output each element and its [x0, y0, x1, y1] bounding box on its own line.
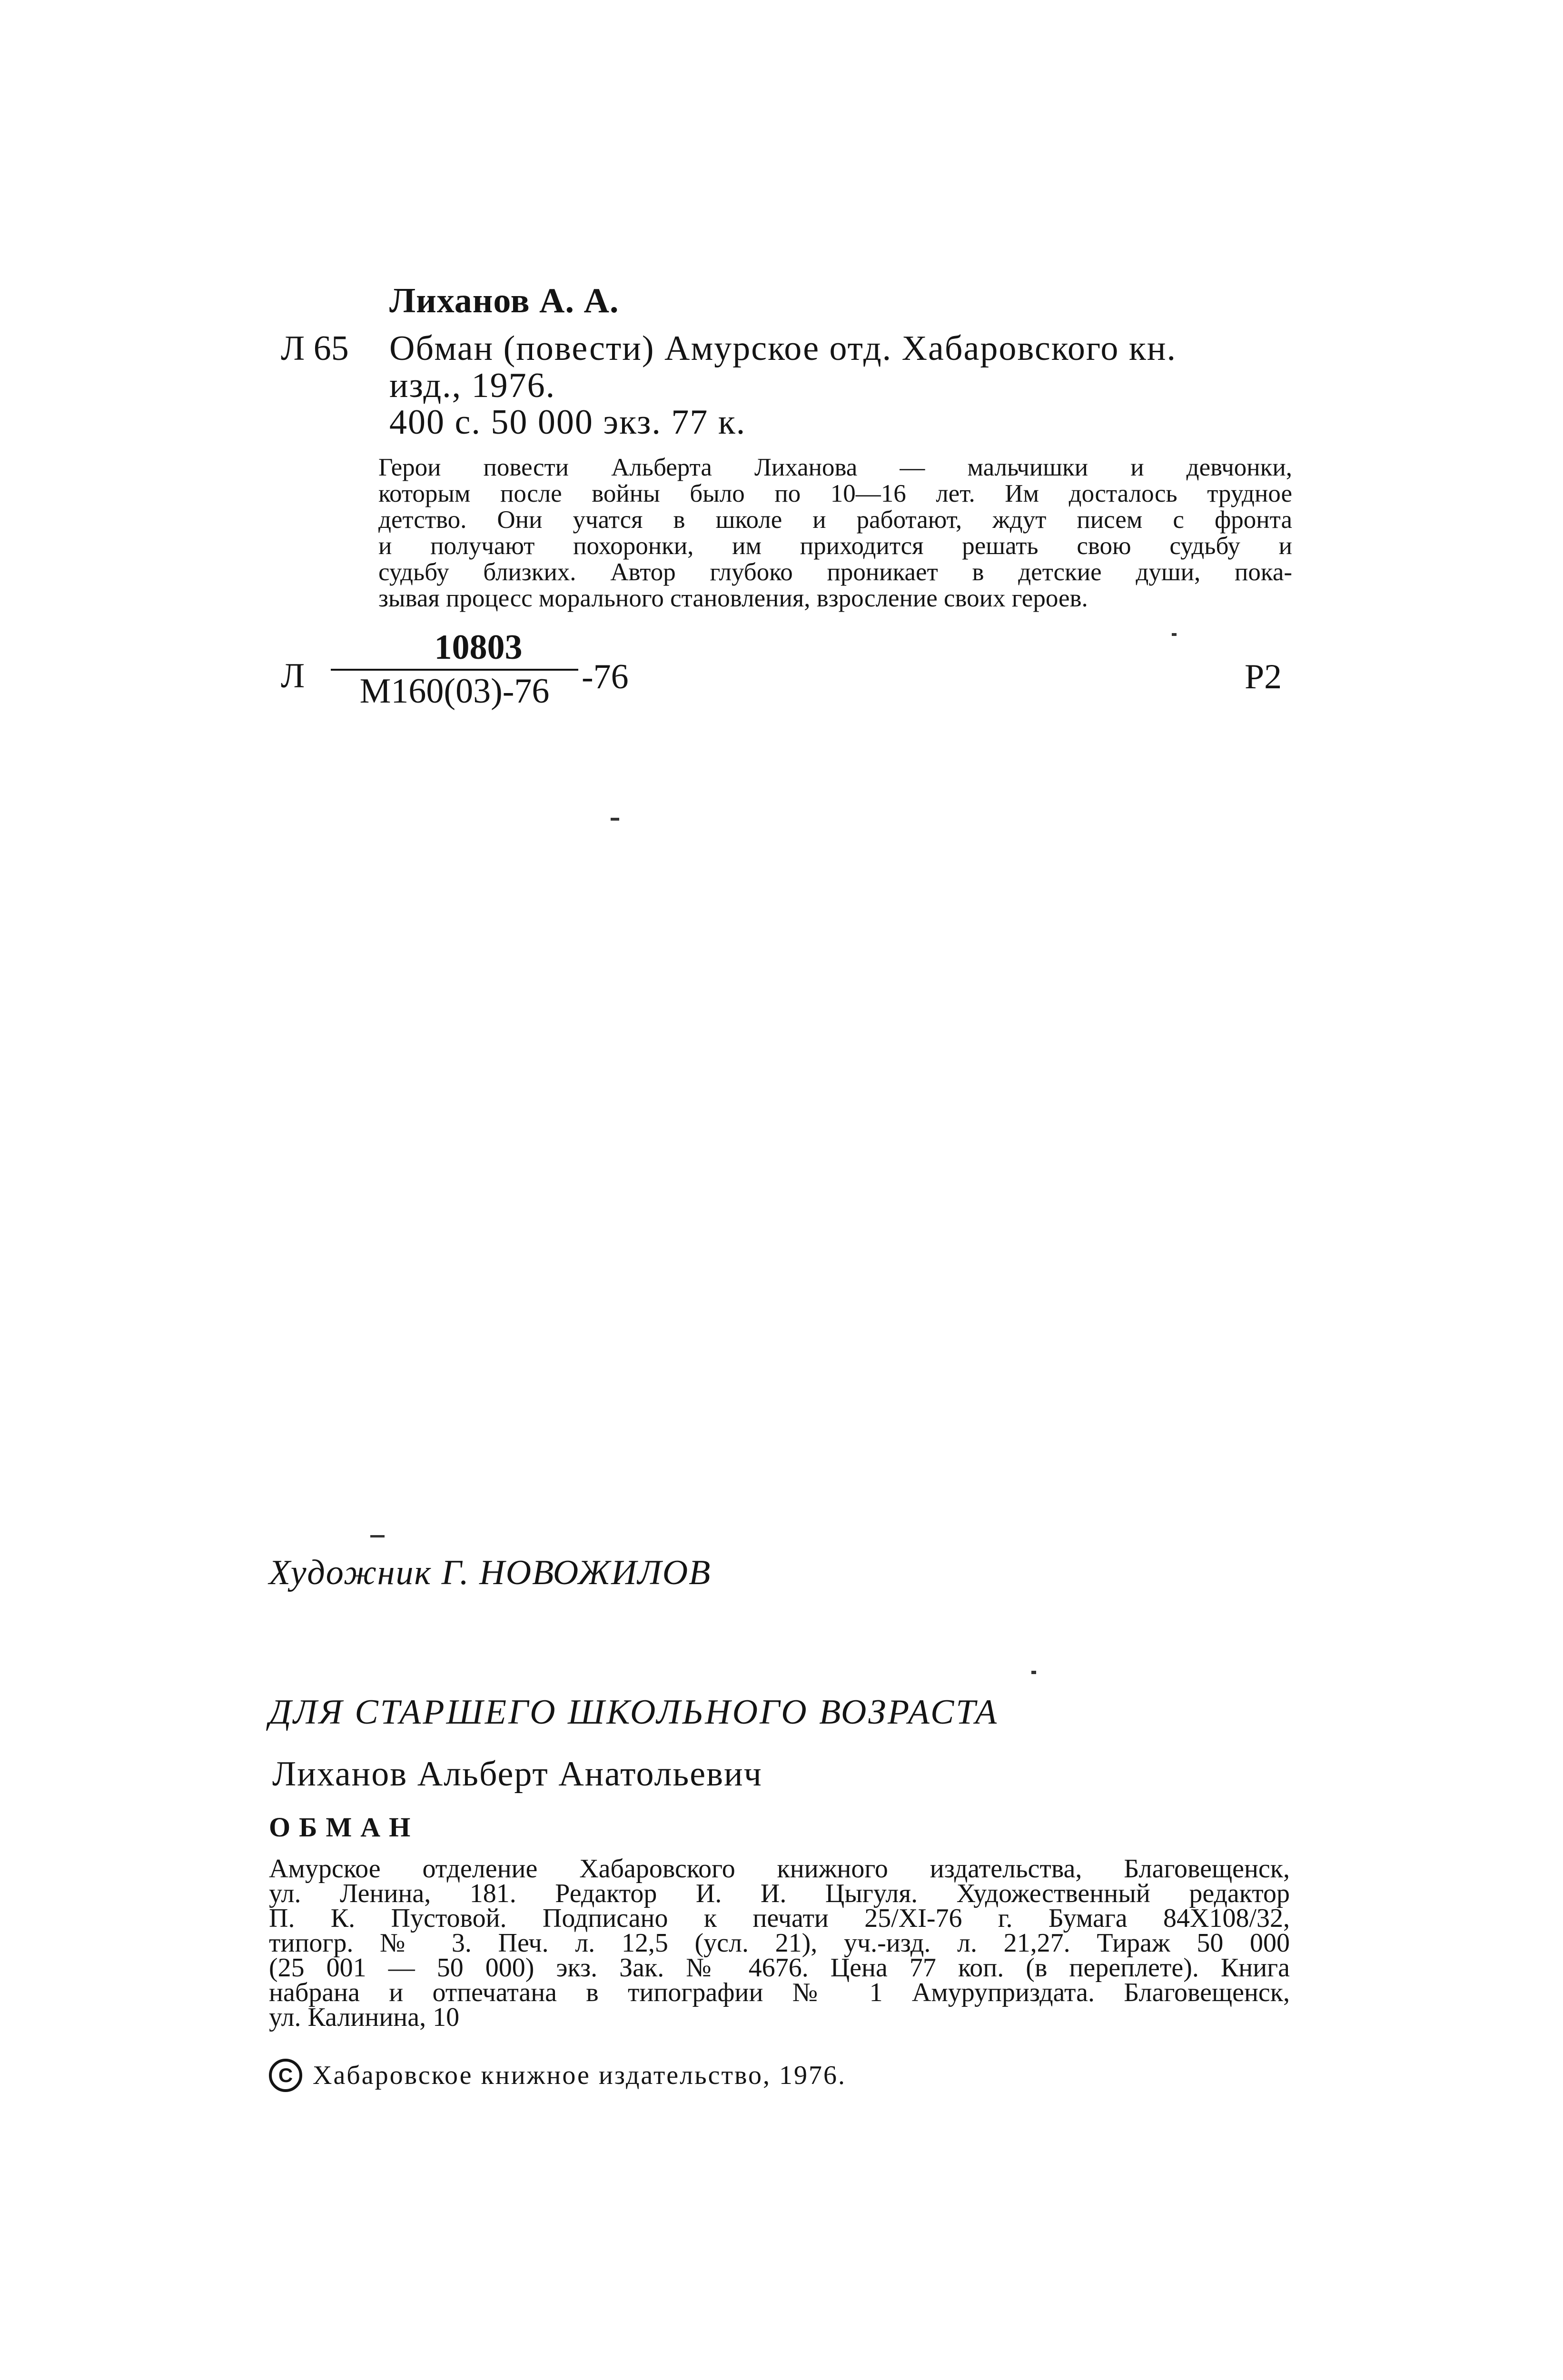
classification-numerator: 10803 [434, 628, 523, 667]
colophon-line: Амурское отделение Хабаровского книжного издательства, Благовещенск, [269, 1854, 1290, 1884]
classification-suffix: -76 [582, 657, 629, 696]
colophon-line: (25 001 — 50 000) экз. Зак. № 4676. Цена 77 коп. (в переплете). Книга [269, 1953, 1290, 1983]
card-publication-line: изд., 1976. [389, 366, 556, 405]
classification-denominator: М160(03)-76 [359, 672, 550, 711]
copyright-notice [269, 2056, 846, 2094]
card-annotation [378, 455, 1292, 612]
colophon-line: набрана и отпечатана в типографии № 1 Амуруприздата. Благовещенск, [269, 1978, 1290, 2007]
classification-right-code: Р2 [1245, 657, 1282, 696]
colophon-line: П. К. Пустовой. Подписано к печати 25/XI-76 г. Бумага 84Х108/32, [269, 1904, 1290, 1933]
card-shelf-mark: Л 65 [281, 329, 349, 368]
copyright-icon: C [269, 2059, 302, 2092]
colophon-line: типогр. № 3. Печ. л. 12,5 (усл. 21), уч.-изд. л. 21,27. Тираж 50 000 [269, 1928, 1290, 1958]
annotation-line: которым после войны было по 10—16 лет. Им досталось трудное [378, 480, 1292, 507]
card-author: Лиханов А. А. [389, 281, 619, 320]
colophon [269, 1856, 1290, 2030]
illustrator-credit: Художник Г. НОВОЖИЛОВ [269, 1553, 712, 1592]
classification-fraction-rule [331, 669, 578, 671]
scan-speck [370, 1535, 385, 1537]
colophon-line: ул. Калинина, 10 [269, 2003, 460, 2032]
annotation-line: судьбу близких. Автор глубоко проникает в детские души, пока- [378, 558, 1292, 586]
classification-letter: Л [281, 656, 305, 695]
annotation-line: Герои повести Альберта Лиханова — мальчишки и девчонки, [378, 454, 1292, 481]
annotation-line: зывая процесс морального становления, взросление своих героев. [378, 585, 1088, 612]
scan-speck [611, 818, 619, 821]
author-full-name: Лиханов Альберт Анатольевич [272, 1755, 762, 1794]
book-title: ОБМАН [269, 1812, 419, 1843]
card-title-line: Обман (повести) Амурское отд. Хабаровского кн. [389, 329, 1177, 368]
annotation-line: детство. Они учатся в школе и работают, ждут писем с фронта [378, 506, 1292, 534]
scan-speck [1172, 633, 1177, 636]
colophon-line: ул. Ленина, 181. Редактор И. И. Цыгуля. Художественный редактор [269, 1879, 1290, 1908]
scan-speck [1031, 1671, 1036, 1674]
annotation-line: и получают похоронки, им приходится решать свою судьбу и [378, 532, 1292, 560]
copyright-text: Хабаровское книжное издательство, 1976. [313, 2061, 847, 2090]
audience-note: ДЛЯ СТАРШЕГО ШКОЛЬНОГО ВОЗРАСТА [269, 1693, 999, 1732]
card-physical-description: 400 с. 50 000 экз. 77 к. [389, 403, 746, 442]
